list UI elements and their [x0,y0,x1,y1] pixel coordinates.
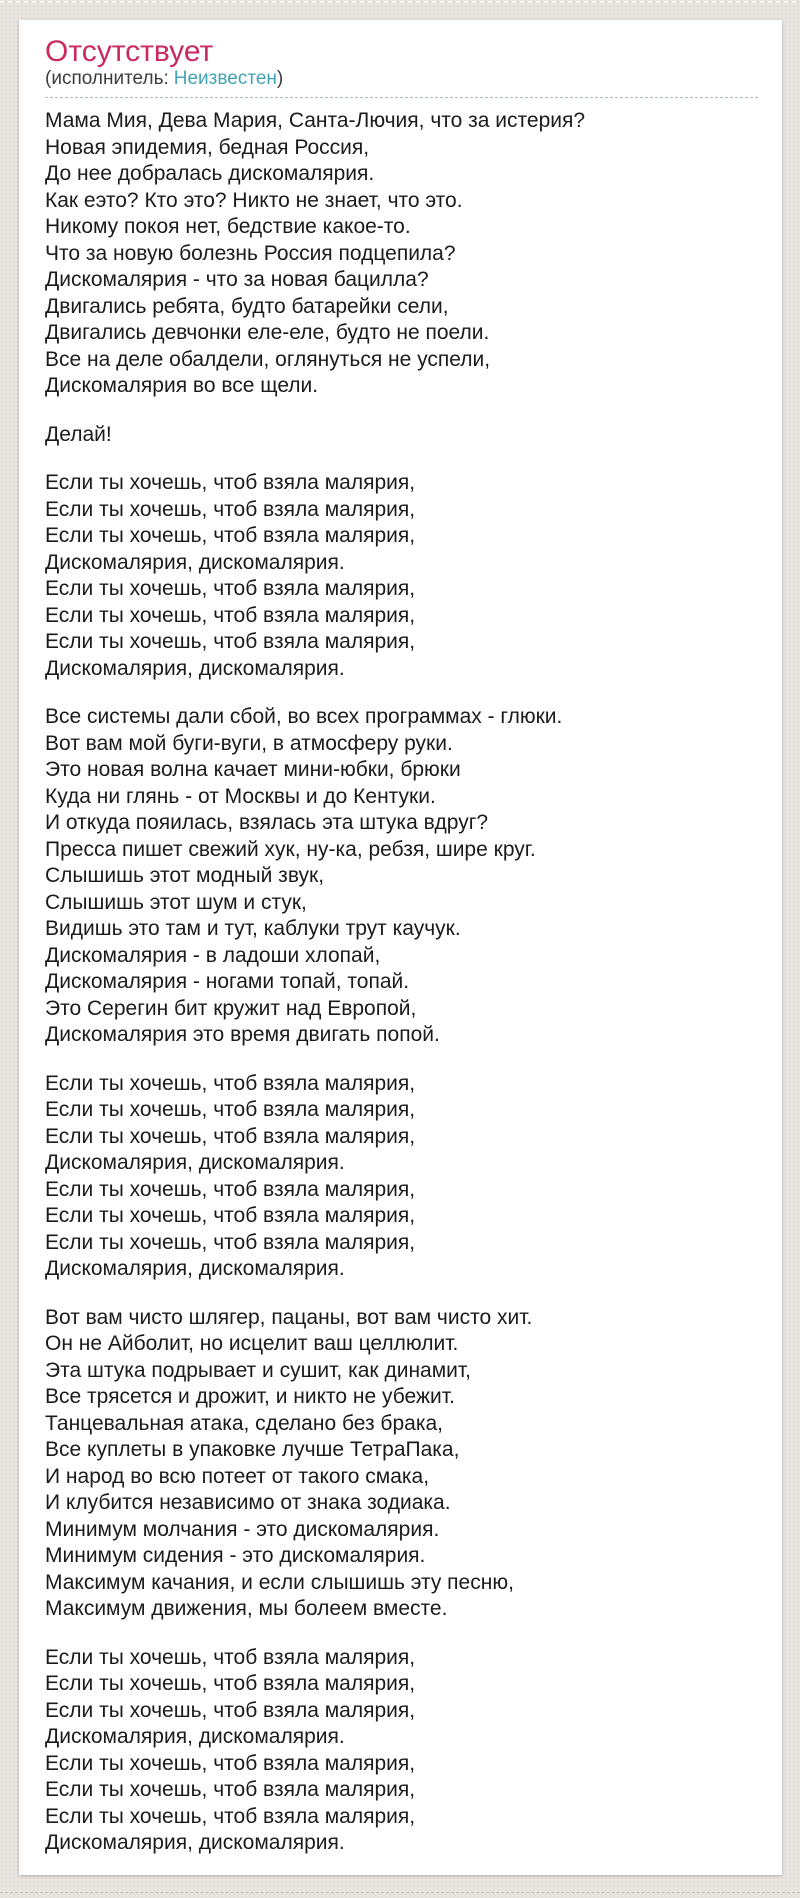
lyrics-line: Если ты хочешь, чтоб взяла малярия, [45,1698,416,1722]
lyrics-line: Как еэто? Кто это? Никто не знает, что это. [45,188,463,212]
lyrics-line: Пресса пишет свежий хук, ну-ка, ребзя, шире круг. [45,837,536,861]
lyrics-line: Дискомалярия, дискомалярия. [45,656,345,680]
artist-link[interactable]: Неизвестен [173,68,277,89]
lyrics-line: Новая эпидемия, бедная Россия, [45,135,370,159]
lyrics-line: Все трясется и дрожит, и никто не убежит. [45,1385,455,1408]
lyrics-line: Видишь это там и тут, каблуки трут каучук. [45,917,461,940]
lyrics-line: Если ты хочешь, чтоб взяла малярия, [45,524,416,547]
lyrics-line: Если ты хочешь, чтоб взяла малярия, [45,1778,416,1801]
lyrics-line: И откуда пояилась, взялась эта штука вдруг? [45,811,489,834]
lyrics-line: Если ты хочешь, чтоб взяла малярия, [45,630,416,653]
lyrics-line: Если ты хочешь, чтоб взяла малярия, [45,497,416,521]
lyrics-line: Если ты хочешь, чтоб взяла малярия, [45,1751,416,1775]
lyrics-line: Дискомалярия, дискомалярия. [45,550,345,574]
lyrics [45,108,758,1857]
lyrics-line: Если ты хочешь, чтоб взяла малярия, [45,471,416,494]
lyrics-line: Что за новую болезнь Россия подцепила? [45,241,456,265]
lyrics-line: Максимум движения, мы болеем вместе. [45,1597,448,1620]
lyrics-line: Дискомалярия, дискомалярия. [45,1725,345,1748]
page-top-dotted-border [0,1,800,3]
lyrics-line: Если ты хочешь, чтоб взяла малярия, [45,1230,416,1254]
lyrics-line: Куда ни глянь - от Москвы и до Кентуки. [45,784,436,808]
stanza [45,470,758,682]
lyrics-line: Дискомалярия - что за новая бацилла? [45,268,429,291]
lyrics-line: Дискомалярия, дискомалярия. [45,1257,345,1280]
lyrics-line: Если ты хочешь, чтоб взяла малярия, [45,1071,416,1095]
lyrics-line: Никому покоя нет, бедствие какое-то. [45,215,411,238]
stanza [45,704,758,1049]
lyrics-line: Вот вам мой буги-вуги, в атмосферу руки. [45,731,453,755]
lyrics-line: Танцевальная атака, сделано без брака, [45,1411,443,1435]
lyrics-line: Дискомалярия - в ладоши хлопай, [45,943,381,967]
lyrics-line: Это Серегин бит кружит над Европой, [45,996,417,1020]
artist-line [45,68,758,98]
lyrics-line: Минимум молчания - это дискомалярия. [45,1517,440,1541]
lyrics-line: Эта штука подрывает и сушит, как динамит, [45,1358,472,1382]
lyrics-line: Дискомалярия, дискомалярия. [45,1151,345,1174]
lyrics-line: Это новая волна качает мини-юбки, брюки [45,758,461,781]
lyrics-line: Если ты хочешь, чтоб взяла малярия, [45,1124,416,1148]
stanza [45,1071,758,1283]
lyrics-line: Дискомалярия, дискомалярия. [45,1831,345,1854]
lyrics-line: Если ты хочешь, чтоб взяла малярия, [45,1204,416,1227]
stanza [45,422,758,449]
lyrics-line: Все куплеты в упаковке лучше ТетраПака, [45,1438,460,1461]
lyrics-line: Если ты хочешь, чтоб взяла малярия, [45,1645,416,1669]
lyrics-line: Дискомалярия это время двигать попой. [45,1023,440,1046]
lyrics-line: Делай! [45,422,112,446]
artist-suffix: ) [276,68,284,89]
lyrics-line: Если ты хочешь, чтоб взяла малярия, [45,1804,416,1828]
lyrics-line: Дискомалярия - ногами топай, топай. [45,970,410,993]
lyrics-line: Двигались ребята, будто батарейки сели, [45,294,449,318]
lyrics-line: Если ты хочешь, чтоб взяла малярия, [45,1177,416,1201]
artist-label: (исполнитель: [45,68,169,89]
stanza [45,1305,758,1623]
lyrics-line: И народ во всю потеет от такого смака, [45,1464,430,1488]
song-card [19,20,782,1875]
lyrics-line: Если ты хочешь, чтоб взяла малярия, [45,1098,416,1121]
lyrics-line: Дискомалярия во все щели. [45,374,319,397]
stanza [45,1645,758,1857]
lyrics-line: Если ты хочешь, чтоб взяла малярия, [45,603,416,627]
stanza [45,108,758,400]
lyrics-line: Слышишь этот шум и стук, [45,890,307,914]
lyrics-line: Мама Мия, Дева Мария, Санта-Лючия, что за истерия? [45,109,586,132]
lyrics-line: Минимум сидения - это дискомалярия. [45,1544,426,1567]
page-bottom-dashed-border [0,1892,800,1893]
lyrics-line: До нее добралась дискомалярия. [45,162,375,185]
lyrics-line: Слышишь этот модный звук, [45,864,325,887]
lyrics-line: Он не Айболит, но исцелит ваш целлюлит. [45,1332,459,1355]
lyrics-line: Максимум качания, и если слышишь эту песню, [45,1570,514,1594]
lyrics-line: Вот вам чисто шлягер, пацаны, вот вам чисто хит. [45,1305,533,1329]
lyrics-line: Двигались девчонки еле-еле, будто не поели. [45,321,490,344]
lyrics-line: Если ты хочешь, чтоб взяла малярия, [45,577,416,600]
lyrics-line: Все системы дали сбой, во всех программах - глюки. [45,705,563,728]
lyrics-line: И клубится независимо от знака зодиака. [45,1491,451,1514]
song-title: Отсутствует [45,35,214,68]
lyrics-line: Все на деле обалдели, оглянуться не успели, [45,347,491,371]
lyrics-line: Если ты хочешь, чтоб взяла малярия, [45,1672,416,1695]
